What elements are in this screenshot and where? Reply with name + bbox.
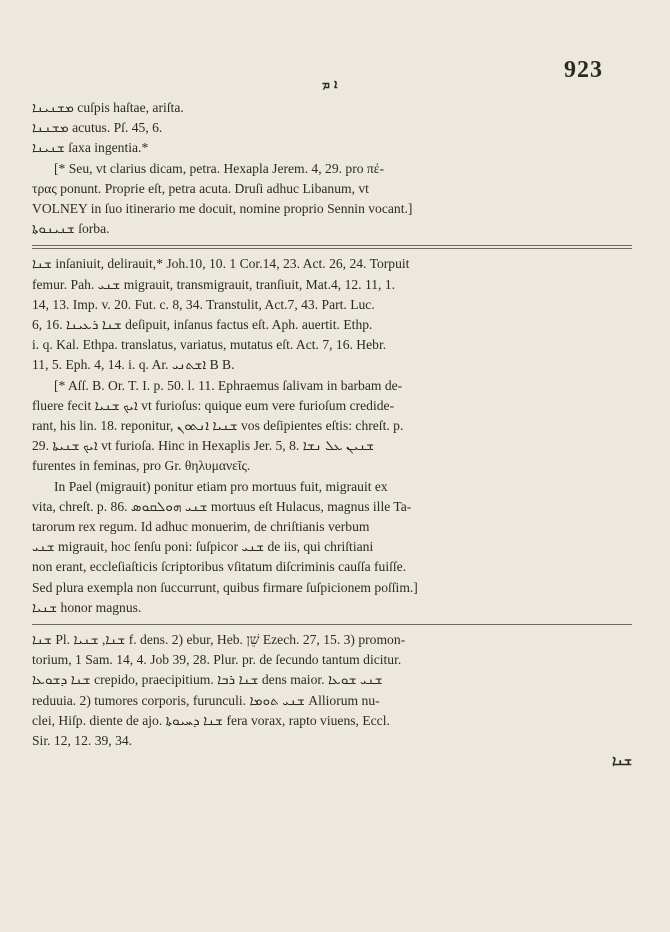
note-line: tarorum rex regum. Id adhuc monuerim, de chriſtianis verbum bbox=[32, 519, 370, 535]
entry-line: 6, 16. ܫܢܐ ܪܥܝܢܐ deſipuit, inſanus factus eſt. Aph. auertit. Ethp. bbox=[32, 317, 373, 333]
entry-line: ܫܢܝܢܐ ſaxa ingentia.* bbox=[32, 140, 149, 156]
entry-line: ܡܫܢܢܐ acutus. Pſ. 45, 6. bbox=[32, 120, 163, 136]
note-line: Sed plura exempla non ſuccurrunt, quibus firmare ſuſpicionem poſſim.] bbox=[32, 579, 418, 595]
note-line: [* Aſſ. B. Or. T. I. p. 50. l. 11. Ephraemus ſalivam in barbam de- bbox=[54, 377, 403, 393]
page-header bbox=[0, 57, 670, 100]
note-line: [* Seu, vt clarius dicam, petra. Hexapla Jerem. 4, 29. pro πέ- bbox=[54, 160, 385, 176]
note-line: vita, chreſt. p. 86. ܫܢܝ ܗܘܠܩܘܣ mortuus eſt Hulacus, magnus ille Ta- bbox=[32, 498, 412, 514]
note-line: VOLNEY in ſuo itinerario me docuit, nomine proprio Sennin vocant.] bbox=[32, 201, 413, 217]
entry-line: ܡܫܢܝܢܐ cuſpis haſtae, ariſta. bbox=[32, 100, 184, 115]
header-mark: ܐ ܡ bbox=[322, 77, 338, 91]
note-line: ܫܢܝ migrauit, hoc ſenſu poni: ſuſpicor ܫܢܝ de iis, qui chriſtiani bbox=[32, 539, 374, 555]
section-divider bbox=[32, 245, 632, 249]
note-line: In Pael (migrauit) ponitur etiam pro mortuus fuit, migrauit ex bbox=[54, 478, 388, 494]
note-line: 29. ܐܝܟ ܫܢܝܬܐ vt furioſa. Hinc in Hexaplis Jer. 5, 8. ܫܢܝܢ ܥܠ ܢܫܐ bbox=[32, 438, 375, 454]
section-divider bbox=[32, 624, 632, 625]
entry-line: i. q. Kal. Ethpa. translatus, variatus, mutatus eſt. Act. 7, 16. Hebr. bbox=[32, 337, 387, 353]
entry-line: 11, 5. Eph. 4, 14. i. q. Ar. ܐܫܬܢܝ B B. bbox=[32, 357, 235, 373]
entry-line: 14, 13. Imp. v. 20. Fut. c. 8, 34. Transtulit, Act.7, 43. Part. Luc. bbox=[32, 296, 375, 312]
entry-line: ܫܢܝܢܘܬܐ ſorba. bbox=[32, 221, 110, 237]
note-line: fluere fecit ܐܝܟ ܫܢܝܐ vt furioſus: quique eum vere furioſum credide- bbox=[32, 397, 395, 413]
page-number: 923 bbox=[564, 57, 603, 83]
entry-line: reduuia. 2) tumores corporis, furunculi. ܫܢܝ ܬܘܡܐ Alliorum nu- bbox=[32, 692, 380, 708]
entry-line: femur. Pah. ܫܢܝ migrauit, transmigrauit, tranſiuit, Mat.4, 12. 11, 1. bbox=[32, 276, 396, 292]
note-line: furentes in feminas, pro Gr. θηλυμανεῖς. bbox=[32, 458, 251, 474]
entry-line: ܫܢܐ ܕܫܘܥܐ crepido, praecipitium. ܫܢܐ ܪܒܐ dens maior. ܫܢܝ ܫܘܥܐ bbox=[32, 672, 383, 688]
entry-line: torium, 1 Sam. 14, 4. Job 39, 28. Plur. pr. de ſecundo tantum dicitur. bbox=[32, 652, 402, 668]
note-line: rant, his lin. 18. reponitur, ܫܢܝܐ ܐܢܬܘܢ vos deſipientes eſtis: chreſt. p. bbox=[32, 418, 404, 434]
text-body bbox=[32, 98, 632, 772]
entry-line: ܫܢܝܐ honor magnus. bbox=[32, 599, 142, 615]
entry-line: ܫܢܐ inſaniuit, delirauit,* Joh.10, 10. 1 Cor.14, 23. Act. 26, 24. Torpuit bbox=[32, 256, 410, 272]
catchword: ܫܢܐ bbox=[612, 753, 632, 770]
note-line: non erant, eccleſiaſticis ſcriptoribus vſitatum diſcriminis cauſſa fuiſſe. bbox=[32, 559, 407, 575]
entry-line: ܫܢܐ Pl. ܫܢܐ, ܫܢܝܐ f. dens. 2) ebur, Heb. שֵׁן Ezech. 27, 15. 3) promon- bbox=[32, 632, 406, 648]
note-line: τρας ponunt. Proprie eſt, petra acuta. Druſi adhuc Libanum, vt bbox=[32, 180, 369, 196]
entry-line: clei, Hiſp. diente de ajo. ܫܢܐ ܕܚܝܘܬܐ fera vorax, rapto viuens, Eccl. bbox=[32, 712, 390, 728]
entry-line: Sir. 12, 12. 39, 34. bbox=[32, 733, 133, 749]
